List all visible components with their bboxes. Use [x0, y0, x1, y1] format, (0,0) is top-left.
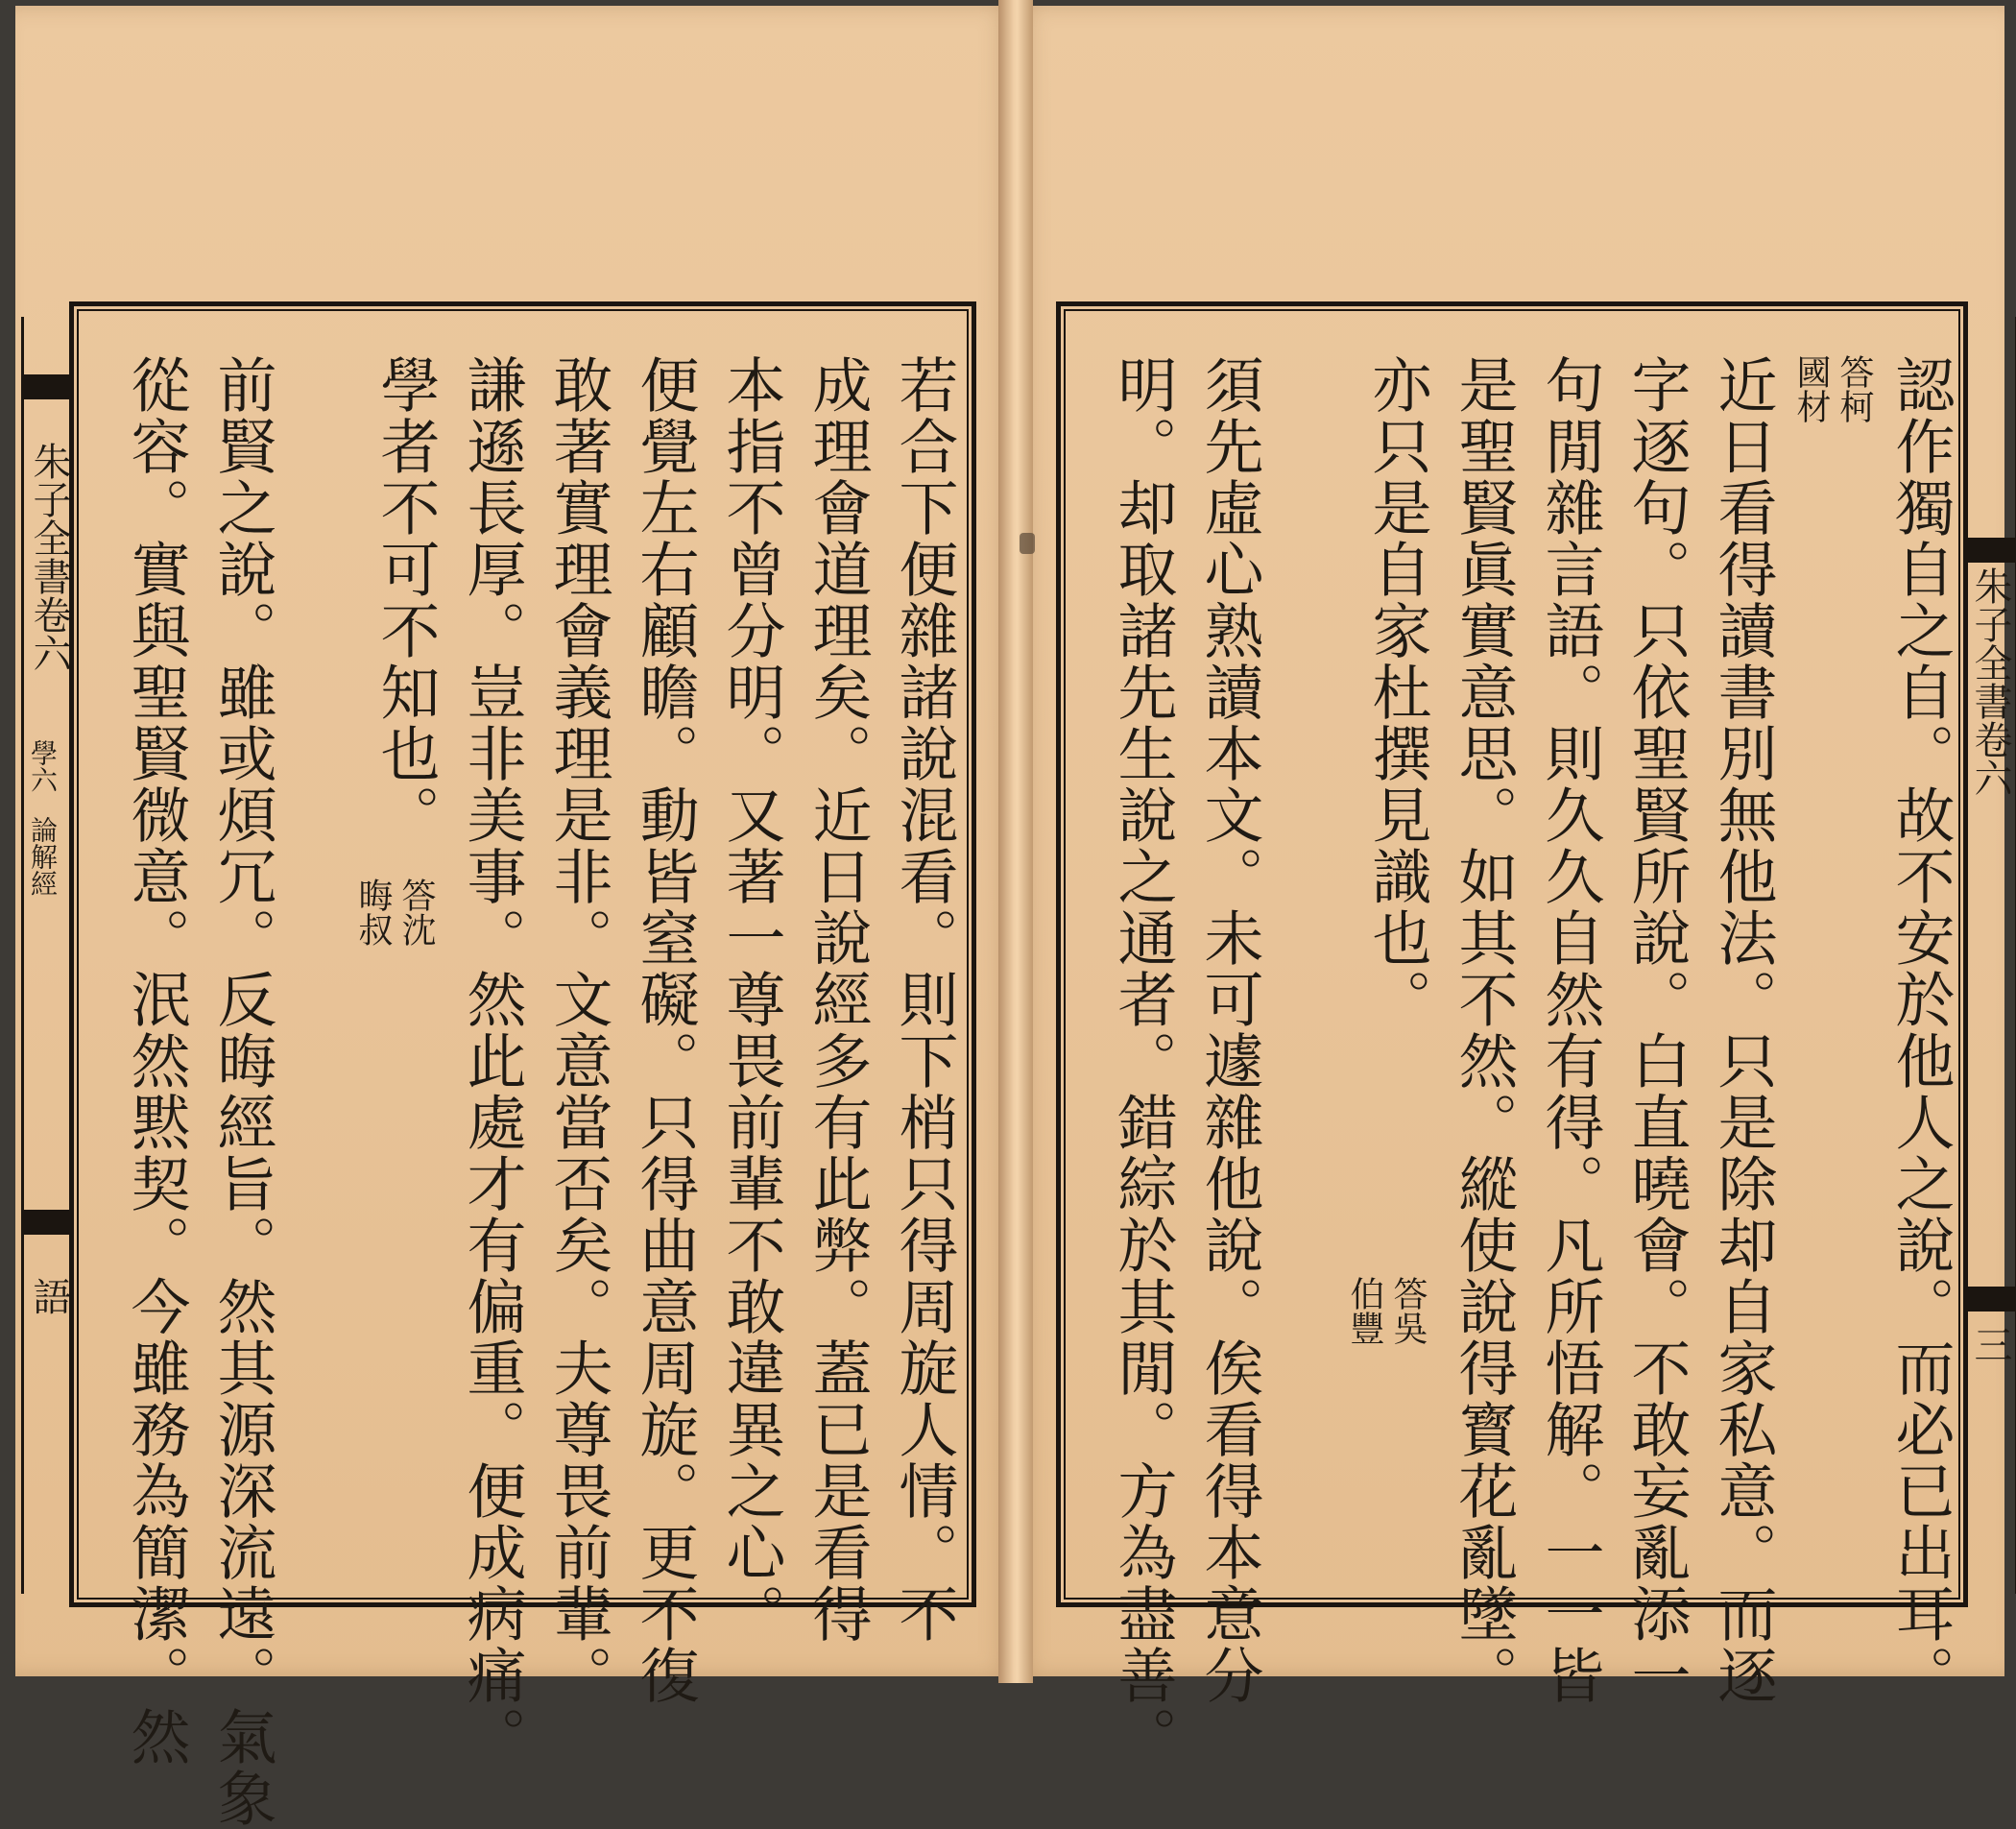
- fishtail-mark: [1965, 1287, 2015, 1312]
- fold-foot: 語: [27, 1277, 71, 1315]
- text-column: 近日看得讀書別無他法。只是除却自家私意。而逐: [1708, 354, 1778, 1706]
- text-column: 便覺左右顧瞻。動皆窒礙。只得曲意周旋。更不復: [630, 354, 700, 1706]
- citation-note: 答柯: [1835, 354, 1874, 423]
- text-column: 認作獨自之自。故不安於他人之說。而必已出耳。: [1885, 354, 1956, 1706]
- right-fold-strip: [1962, 317, 2016, 1594]
- text-column: 明。却取諸先生說之通者。錯綜於其閒。方為盡善。: [1108, 354, 1178, 1768]
- fold-subsection: 論解經: [27, 816, 59, 897]
- text-column: 字逐句。只依聖賢所說。白直曉會。不敢妄亂添一: [1621, 354, 1692, 1706]
- text-column: 本指不曾分明。又著一尊畏前輩不敢違異之心。: [716, 354, 786, 1645]
- text-column: 句閒雜言語。則久久自然有得。凡所悟解。一一皆: [1535, 354, 1605, 1706]
- citation-note: 答吳: [1388, 1276, 1428, 1345]
- citation-note: 伯豐: [1345, 1276, 1384, 1345]
- text-column: 若合下便雜諸說混看。則下梢只得周旋人情。不: [889, 354, 959, 1645]
- book-gutter: [998, 0, 1033, 1683]
- text-column: 前賢之說。雖或煩冗。反晦經旨。然其源深流遠。氣象: [207, 354, 277, 1829]
- fold-section: 學六: [27, 739, 59, 793]
- left-text-frame: [69, 301, 976, 1829]
- fishtail-mark: [24, 374, 74, 399]
- fold-title: 朱子全書卷六: [1968, 566, 2012, 797]
- citation-note: 答沈: [396, 878, 436, 947]
- citation-note: 晦叔: [353, 878, 393, 947]
- text-column: 亦只是自家杜撰見識也。: [1362, 354, 1432, 1030]
- text-column: 學者不可不知也。: [371, 354, 441, 846]
- ink-smudge: [1020, 533, 1035, 554]
- text-column: 從容。實與聖賢微意。泯然黙契。今雖務為簡潔。然: [121, 354, 191, 1768]
- fold-title: 朱子全書卷六: [27, 442, 71, 672]
- citation-note: 國材: [1791, 354, 1831, 423]
- text-column: 敢著實理會義理是非。文意當否矣。夫尊畏前輩。: [543, 354, 613, 1706]
- text-column: 須先虛心熟讀本文。未可遽雜他說。俟看得本意分: [1194, 354, 1264, 1706]
- right-text-frame: [1056, 301, 1968, 1768]
- text-column: 成理會道理矣。近日說經多有此弊。蓋已是看得: [803, 354, 873, 1645]
- text-column: 謙遜長厚。豈非美事。然此處才有偏重。便成病痛。: [457, 354, 527, 1768]
- fishtail-mark: [1965, 538, 2015, 563]
- fold-page-number: 三: [1968, 1325, 2012, 1363]
- fishtail-mark: [24, 1210, 74, 1235]
- text-column: 是聖賢眞實意思。如其不然。縱使說得寳花亂墜。: [1449, 354, 1519, 1706]
